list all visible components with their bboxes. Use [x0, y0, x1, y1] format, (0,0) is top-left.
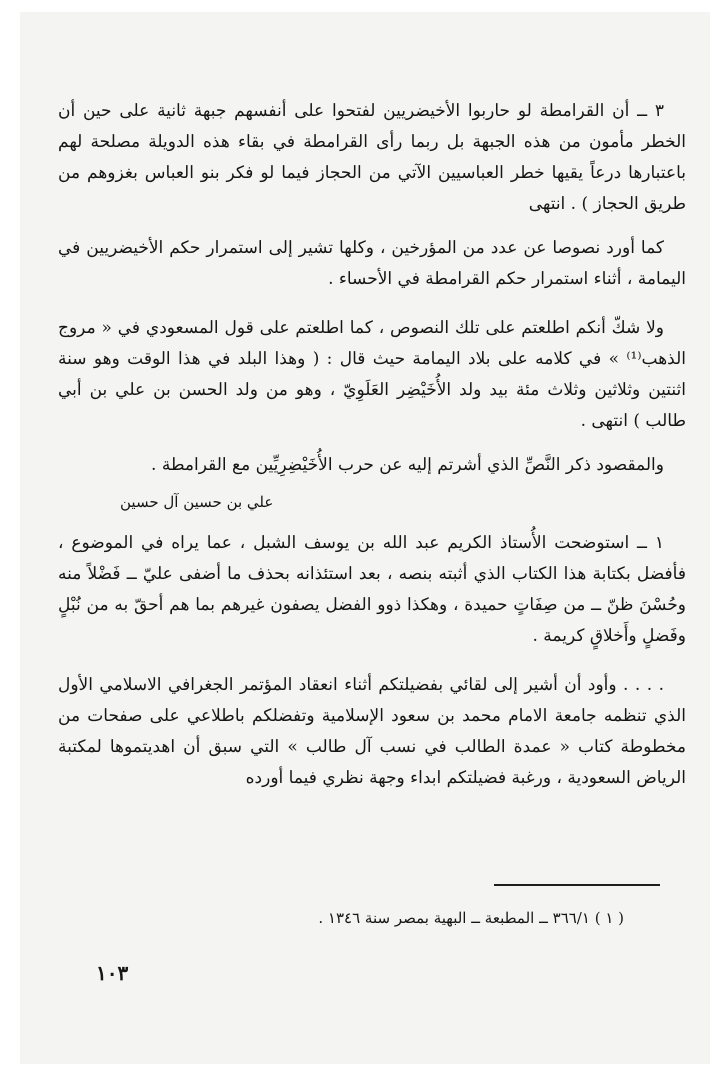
paragraph: ١ ــ استوضحت الأُستاذ الكريم عبد الله بن يوسف الشبل ، عما يراه في الموضوع ، فأفضل بكتابة هذا الكتاب الذي أثبته بنصه ، بعد استئذانه بحذف ما أضفى عليّ ــ فَضْلاً منه وحُسْنَ ظنّ ــ من صِفَاتٍ حميدة ، وهكذا ذوو الفضل يصفون غيرهم بما هم أحقّ به من نُبْلٍ وفَضلٍ وأَخلاقٍ كريمة . [58, 533, 686, 646]
page-number: ١٠٣ [96, 961, 129, 985]
signature: علي بن حسين آل حسين [120, 493, 274, 511]
paragraph: كما أورد نصوصا عن عدد من المؤرخين ، وكلها تشير إلى استمرار حكم الأخيضريين في اليمامة ، أثناء استمرار حكم القرامطة في الأحساء . [58, 238, 686, 289]
paragraph: . . . . وأود أن أشير إلى لقائي بفضيلتكم أثناء انعقاد المؤتمر الجغرافي الاسلامي الأول الذي تنظمه جامعة الامام محمد بن سعود الإسلامية وتفضلكم باطلاعي على صفحات من مخطوطة كتاب « عمدة الطالب في نسب آل طالب » التي سبق أن اهديتموها لمكتبة الرياض السعودية ، ورغبة فضيلتكم ابداء وجهة نظري فيما أورده [58, 675, 686, 788]
footnote: ( ١ ) ٣٦٦/١ ــ المطبعة ــ البهية بمصر سنة ١٣٤٦ . [318, 909, 624, 927]
paragraph: ولا شكّ أنكم اطلعتم على تلك النصوص ، كما اطلعتم على قول المسعودي في « مروج الذهب⁽¹⁾ » في كلامه على بلاد اليمامة حيث قال : ( وهذا البلد في هذا الوقت وهو سنة اثنتين وثلاثين وثلاث مئة بيد ولد الأُخَيْضِر العَلَوِيّ ، وهو من ولد الحسن بن علي بن أبي طالب ) انتهى . [58, 318, 686, 431]
paragraph: ٣ ــ أن القرامطة لو حاربوا الأخيضريين لفتحوا على أنفسهم جبهة ثانية على حين أن الخطر مأمون من هذه الجبهة بل ربما رأى القرامطة في بقاء هذه الدويلة مصلحة لهم باعتبارها درعاً يقيها خطر العباسيين الآتي من الحجاز فيما لو فكر بنو العباس بغزوهم من طريق الحجاز ) . انتهى [58, 101, 686, 214]
footnote-divider [494, 884, 660, 886]
main-text [58, 96, 686, 794]
paragraph: والمقصود ذكر النَّصِّ الذي أشرتم إليه عن حرب الأُخَيْضِرِيِّين مع القرامطة . [151, 455, 664, 475]
